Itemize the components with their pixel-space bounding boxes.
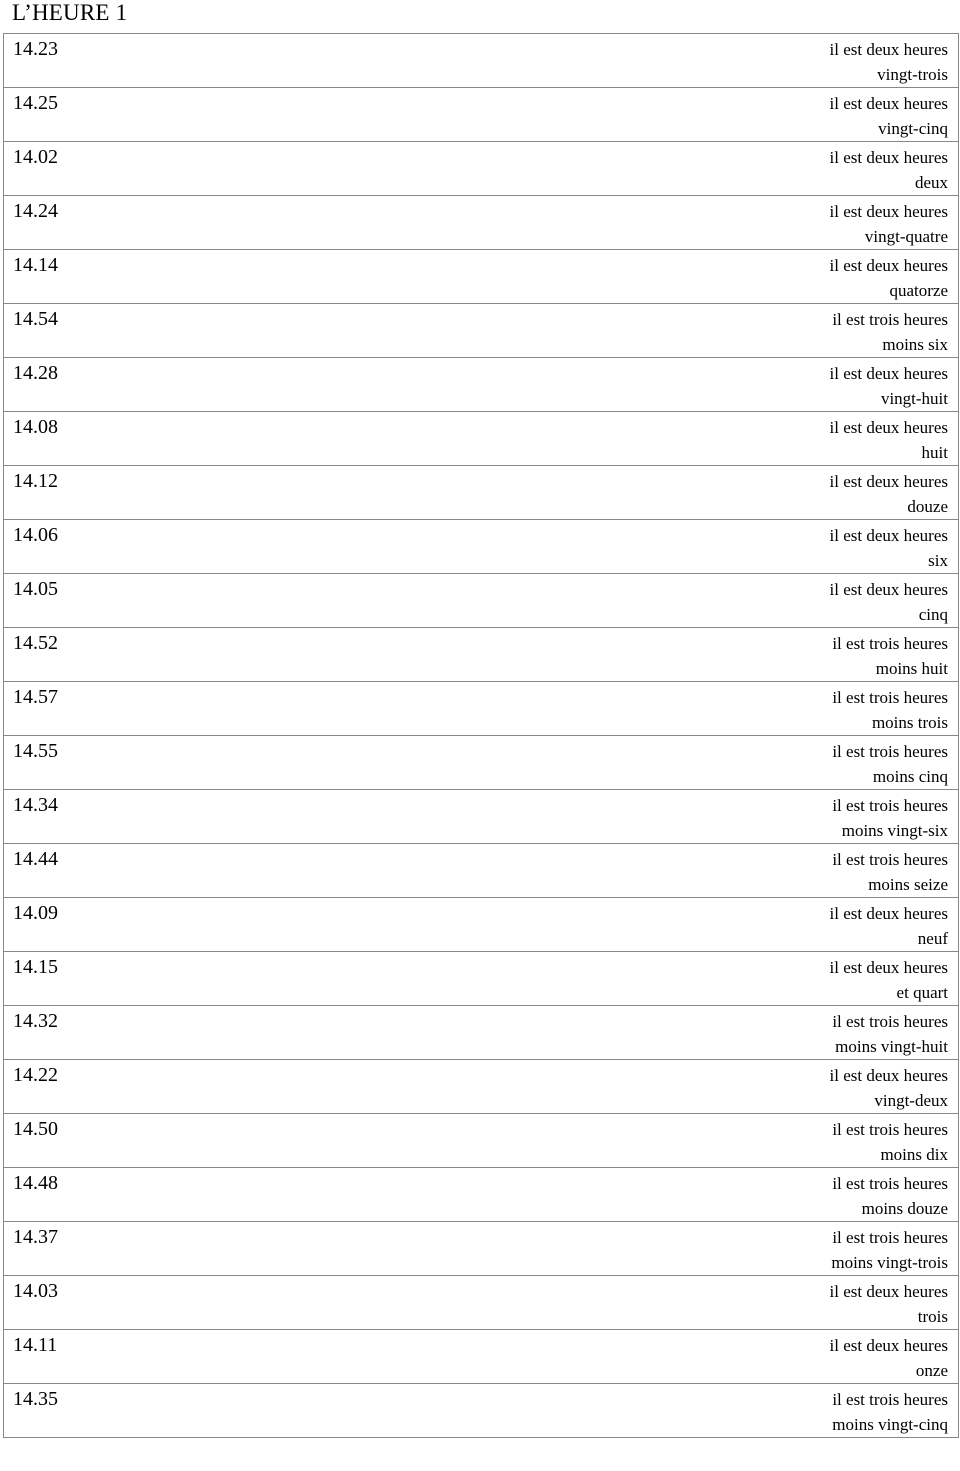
time-cell (4, 1384, 529, 1438)
time-in-words-line-1: il est deux heures (829, 1066, 948, 1085)
table-row (4, 1060, 959, 1114)
time-cell (4, 358, 529, 412)
time-cell (4, 520, 529, 574)
table-row (4, 1168, 959, 1222)
time-in-words-line-1: il est deux heures (829, 40, 948, 59)
time-in-words-line-2: moins vingt-cinq (832, 1415, 948, 1434)
table-row (4, 520, 959, 574)
digital-time: 14.15 (13, 956, 58, 978)
words-cell (529, 844, 959, 898)
time-in-words-line-1: il est trois heures (832, 1174, 948, 1193)
time-cell (4, 1114, 529, 1168)
words-cell (529, 1114, 959, 1168)
time-in-words-line-1: il est trois heures (832, 1012, 948, 1031)
time-in-words-line-2: moins six (882, 335, 948, 354)
words-cell (529, 628, 959, 682)
time-in-words (529, 844, 958, 897)
time-in-words-line-2: moins douze (861, 1199, 948, 1218)
words-cell (529, 574, 959, 628)
words-cell (529, 466, 959, 520)
digital-time: 14.34 (13, 794, 58, 816)
digital-time: 14.09 (13, 902, 58, 924)
digital-time: 14.14 (13, 254, 58, 276)
time-cell (4, 844, 529, 898)
table-row (4, 682, 959, 736)
digital-time: 14.55 (13, 740, 58, 762)
words-cell (529, 898, 959, 952)
time-in-words-line-2: vingt-huit (880, 389, 948, 408)
time-in-words (529, 1168, 958, 1221)
digital-time: 14.28 (13, 362, 58, 384)
time-in-words-line-2: vingt-deux (874, 1091, 948, 1110)
time-in-words (529, 196, 958, 249)
digital-time: 14.11 (13, 1334, 58, 1356)
table-row (4, 844, 959, 898)
time-in-words-line-2: moins vingt-huit (835, 1037, 948, 1056)
time-in-words (529, 1384, 958, 1437)
time-in-words (529, 736, 958, 789)
table-row (4, 196, 959, 250)
time-in-words-line-2: quatorze (889, 281, 948, 300)
digital-time: 14.37 (13, 1226, 58, 1248)
time-in-words-line-1: il est deux heures (829, 202, 948, 221)
table-row (4, 412, 959, 466)
time-cell (4, 574, 529, 628)
time-in-words-line-1: il est deux heures (829, 472, 948, 491)
digital-time: 14.05 (13, 578, 58, 600)
table-row (4, 466, 959, 520)
table-row (4, 898, 959, 952)
table-row (4, 250, 959, 304)
words-cell (529, 1006, 959, 1060)
time-cell (4, 736, 529, 790)
time-cell (4, 1168, 529, 1222)
digital-time: 14.24 (13, 200, 58, 222)
time-in-words (529, 1222, 958, 1275)
time-cell (4, 682, 529, 736)
time-in-words (529, 88, 958, 141)
words-cell (529, 142, 959, 196)
time-in-words-line-1: il est deux heures (829, 256, 948, 275)
time-in-words-line-2: trois (917, 1307, 948, 1326)
time-cell (4, 1006, 529, 1060)
time-in-words-line-2: cinq (918, 605, 948, 624)
time-cell (4, 1222, 529, 1276)
time-in-words-line-1: il est trois heures (832, 1228, 948, 1247)
time-table (3, 33, 959, 1438)
table-row (4, 142, 959, 196)
time-in-words-line-2: moins trois (871, 713, 948, 732)
words-cell (529, 412, 959, 466)
words-cell (529, 736, 959, 790)
time-in-words (529, 1006, 958, 1059)
words-cell (529, 304, 959, 358)
digital-time: 14.48 (13, 1172, 58, 1194)
digital-time: 14.54 (13, 308, 58, 330)
digital-time: 14.22 (13, 1064, 58, 1086)
words-cell (529, 1330, 959, 1384)
time-in-words-line-1: il est deux heures (829, 526, 948, 545)
time-in-words (529, 628, 958, 681)
words-cell (529, 682, 959, 736)
words-cell (529, 790, 959, 844)
time-in-words-line-1: il est trois heures (832, 310, 948, 329)
time-in-words-line-1: il est deux heures (829, 94, 948, 113)
time-in-words-line-1: il est trois heures (832, 742, 948, 761)
digital-time: 14.23 (13, 38, 58, 60)
table-row (4, 574, 959, 628)
time-cell (4, 34, 529, 88)
time-in-words-line-2: vingt-cinq (878, 119, 948, 138)
table-row (4, 736, 959, 790)
words-cell (529, 196, 959, 250)
time-cell (4, 88, 529, 142)
words-cell (529, 34, 959, 88)
time-in-words (529, 250, 958, 303)
time-in-words-line-1: il est trois heures (832, 850, 948, 869)
table-row (4, 34, 959, 88)
words-cell (529, 520, 959, 574)
table-row (4, 790, 959, 844)
time-in-words-line-1: il est deux heures (829, 364, 948, 383)
words-cell (529, 1168, 959, 1222)
table-row (4, 952, 959, 1006)
time-in-words (529, 898, 958, 951)
time-in-words (529, 790, 958, 843)
time-in-words-line-1: il est deux heures (829, 1336, 948, 1355)
table-row (4, 304, 959, 358)
time-in-words-line-1: il est deux heures (829, 418, 948, 437)
digital-time: 14.52 (13, 632, 58, 654)
time-in-words (529, 34, 958, 87)
time-in-words-line-2: moins huit (875, 659, 948, 678)
time-cell (4, 898, 529, 952)
digital-time: 14.50 (13, 1118, 58, 1140)
digital-time: 14.06 (13, 524, 58, 546)
time-cell (4, 412, 529, 466)
digital-time: 14.35 (13, 1388, 58, 1410)
time-in-words-line-2: douze (907, 497, 948, 516)
time-in-words-line-1: il est trois heures (832, 1120, 948, 1139)
table-body (4, 34, 959, 1438)
time-in-words (529, 142, 958, 195)
table-row (4, 628, 959, 682)
time-in-words (529, 1114, 958, 1167)
digital-time: 14.03 (13, 1280, 58, 1302)
time-in-words-line-1: il est deux heures (829, 1282, 948, 1301)
time-in-words-line-2: six (928, 551, 948, 570)
time-in-words-line-2: moins seize (868, 875, 948, 894)
table-row (4, 1114, 959, 1168)
words-cell (529, 1276, 959, 1330)
table-row (4, 1006, 959, 1060)
time-in-words-line-2: moins dix (880, 1145, 948, 1164)
time-in-words (529, 952, 958, 1005)
time-in-words-line-1: il est deux heures (829, 904, 948, 923)
time-in-words-line-2: huit (921, 443, 948, 462)
time-in-words-line-2: et quart (896, 983, 948, 1002)
time-in-words (529, 412, 958, 465)
digital-time: 14.25 (13, 92, 58, 114)
table-row (4, 1222, 959, 1276)
words-cell (529, 250, 959, 304)
time-in-words (529, 358, 958, 411)
words-cell (529, 1222, 959, 1276)
time-in-words (529, 1276, 958, 1329)
words-cell (529, 952, 959, 1006)
time-in-words-line-1: il est trois heures (832, 796, 948, 815)
words-cell (529, 88, 959, 142)
table-row (4, 1276, 959, 1330)
time-cell (4, 952, 529, 1006)
page-title: L’HEURE 1 (12, 0, 128, 25)
time-in-words-line-1: il est trois heures (832, 634, 948, 653)
time-in-words-line-2: vingt-quatre (864, 227, 948, 246)
time-in-words-line-2: vingt-trois (877, 65, 948, 84)
digital-time: 14.44 (13, 848, 58, 870)
time-in-words-line-2: deux (914, 173, 948, 192)
time-in-words (529, 466, 958, 519)
time-cell (4, 1276, 529, 1330)
time-cell (4, 628, 529, 682)
time-in-words (529, 304, 958, 357)
time-in-words (529, 682, 958, 735)
time-in-words-line-2: moins vingt-six (841, 821, 948, 840)
digital-time: 14.32 (13, 1010, 58, 1032)
time-cell (4, 1330, 529, 1384)
time-in-words-line-1: il est trois heures (832, 688, 948, 707)
words-cell (529, 358, 959, 412)
table-row (4, 88, 959, 142)
time-cell (4, 304, 529, 358)
digital-time: 14.57 (13, 686, 58, 708)
digital-time: 14.12 (13, 470, 58, 492)
time-cell (4, 466, 529, 520)
time-in-words (529, 520, 958, 573)
time-cell (4, 250, 529, 304)
time-in-words-line-2: moins vingt-trois (831, 1253, 948, 1272)
table-row (4, 1330, 959, 1384)
digital-time: 14.08 (13, 416, 58, 438)
time-in-words-line-2: neuf (917, 929, 948, 948)
time-in-words-line-1: il est deux heures (829, 580, 948, 599)
time-in-words-line-2: moins cinq (872, 767, 948, 786)
time-cell (4, 196, 529, 250)
time-cell (4, 790, 529, 844)
time-in-words (529, 1330, 958, 1383)
digital-time: 14.02 (13, 146, 58, 168)
time-in-words-line-1: il est deux heures (829, 148, 948, 167)
time-cell (4, 1060, 529, 1114)
time-in-words-line-2: onze (915, 1361, 948, 1380)
words-cell (529, 1384, 959, 1438)
time-in-words-line-1: il est trois heures (832, 1390, 948, 1409)
words-cell (529, 1060, 959, 1114)
table-row (4, 1384, 959, 1438)
time-in-words (529, 1060, 958, 1113)
table-row (4, 358, 959, 412)
time-in-words (529, 574, 958, 627)
time-in-words-line-1: il est deux heures (829, 958, 948, 977)
time-cell (4, 142, 529, 196)
